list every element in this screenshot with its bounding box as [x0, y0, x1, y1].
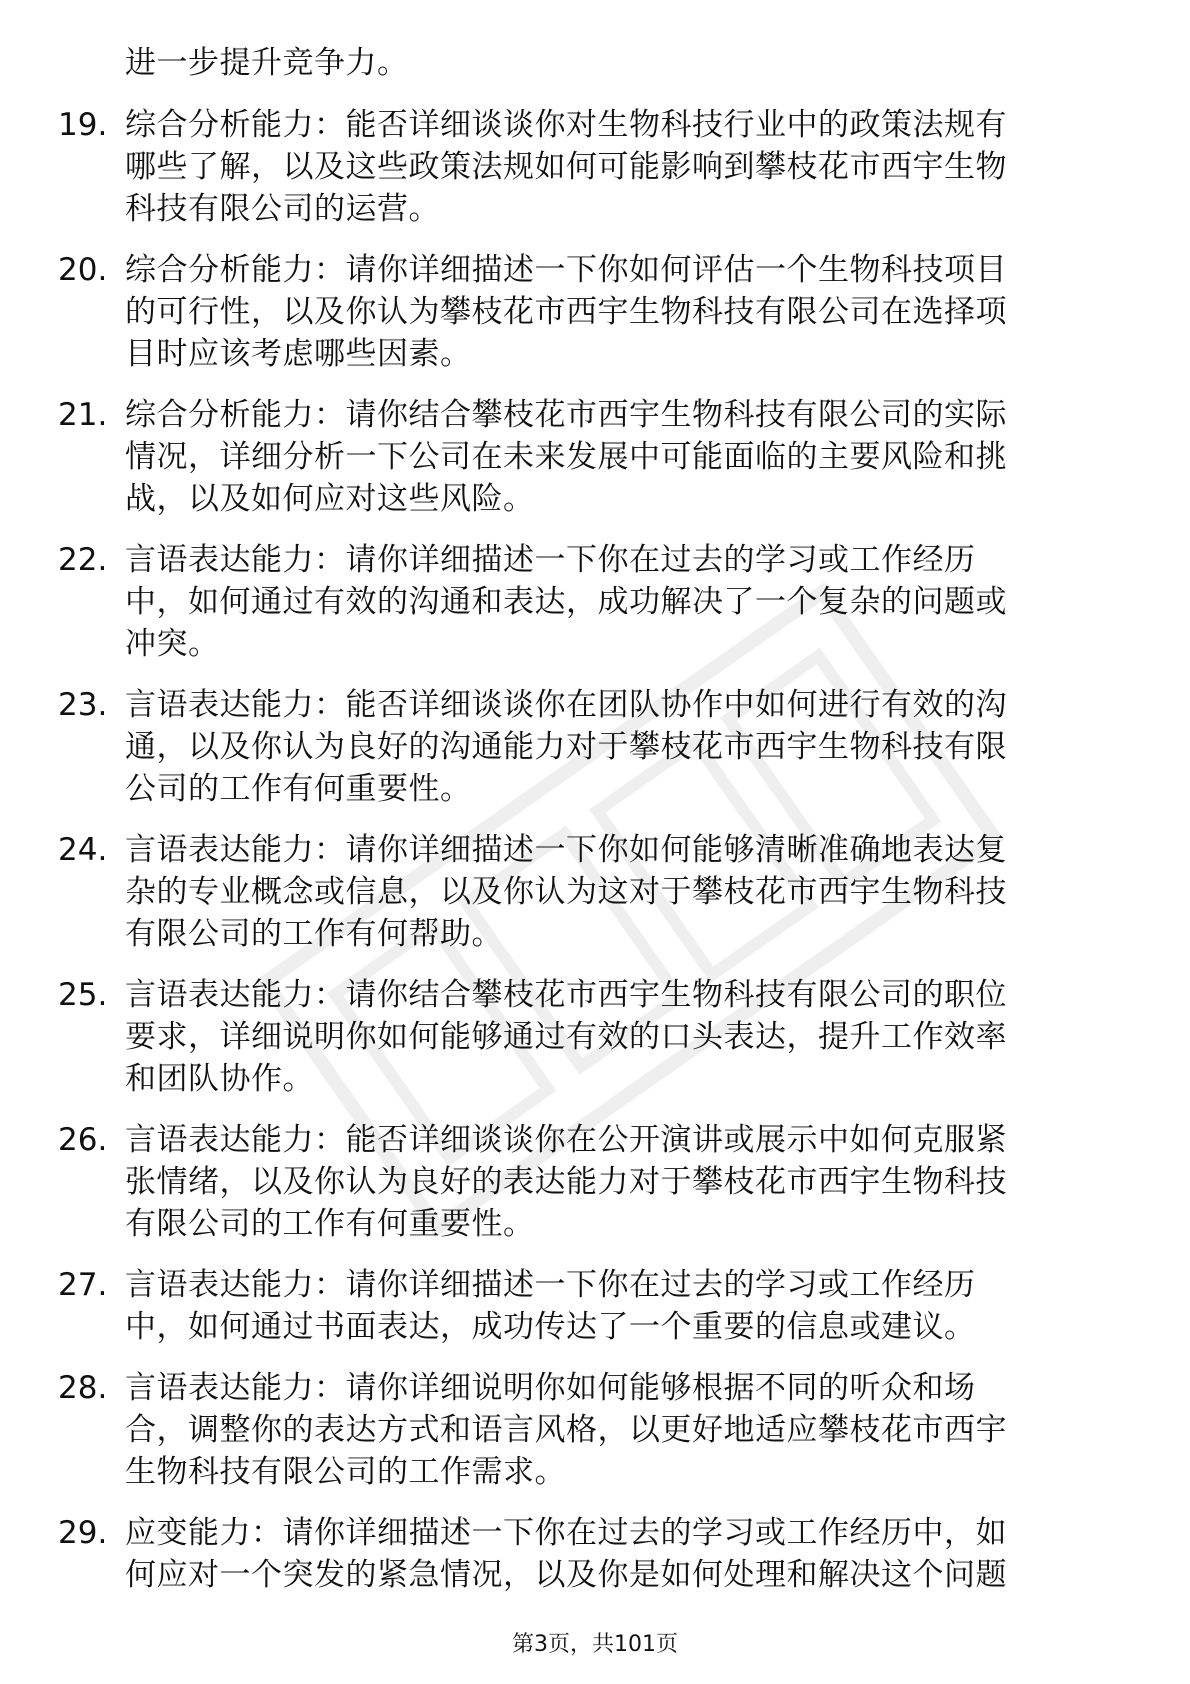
item-number: 29.	[58, 1515, 108, 1551]
item-text: 言语表达能力：请你详细说明你如何能够根据不同的听众和场 合，调整你的表达方式和语言风格，以更好地适应攀枝花市西宇 生物科技有限公司的工作需求。	[125, 1370, 1007, 1490]
continued-text: 进一步提升竞争力。	[125, 45, 409, 81]
item-text: 言语表达能力：请你详细描述一下你在过去的学习或工作经历 中，如何通过有效的沟通和表达，成功解决了一个复杂的问题或 冲突。	[125, 542, 1007, 662]
item-text: 应变能力：请你详细描述一下你在过去的学习或工作经历中，如 何应对一个突发的紧急情况，以及你是如何处理和解决这个问题	[125, 1515, 1007, 1593]
question-list	[58, 42, 1118, 1615]
item-number: 22.	[58, 542, 108, 578]
list-item	[58, 1119, 1118, 1245]
item-text: 言语表达能力：请你详细描述一下你如何能够清晰准确地表达复 杂的专业概念或信息，以及你认为这对于攀枝花市西宇生物科技 有限公司的工作有何帮助。	[125, 832, 1007, 952]
list-item	[58, 249, 1118, 375]
list-item	[58, 394, 1118, 520]
item-text: 言语表达能力：请你结合攀枝花市西宇生物科技有限公司的职位 要求，详细说明你如何能够通过有效的口头表达，提升工作效率 和团队协作。	[125, 977, 1007, 1097]
list-item	[58, 684, 1118, 810]
item-number: 20.	[58, 252, 108, 288]
item-text: 言语表达能力：能否详细谈谈你在公开演讲或展示中如何克服紧 张情绪，以及你认为良好的表达能力对于攀枝花市西宇生物科技 有限公司的工作有何重要性。	[125, 1122, 1007, 1242]
item-text: 言语表达能力：请你详细描述一下你在过去的学习或工作经历 中，如何通过书面表达，成功传达了一个重要的信息或建议。	[125, 1267, 976, 1345]
item-text: 综合分析能力：能否详细谈谈你对生物科技行业中的政策法规有 哪些了解，以及这些政策法规如何可能影响到攀枝花市西宇生物 科技有限公司的运营。	[125, 107, 1007, 227]
list-item	[58, 974, 1118, 1100]
item-number: 26.	[58, 1122, 108, 1158]
item-text: 综合分析能力：请你结合攀枝花市西宇生物科技有限公司的实际 情况，详细分析一下公司在未来发展中可能面临的主要风险和挑 战，以及如何应对这些风险。	[125, 397, 1007, 517]
item-number: 25.	[58, 977, 108, 1013]
list-item	[58, 539, 1118, 665]
item-text: 言语表达能力：能否详细谈谈你在团队协作中如何进行有效的沟 通，以及你认为良好的沟通能力对于攀枝花市西宇生物科技有限 公司的工作有何重要性。	[125, 687, 1007, 807]
list-item	[58, 1367, 1118, 1493]
item-number: 23.	[58, 687, 108, 723]
item-text: 综合分析能力：请你详细描述一下你如何评估一个生物科技项目 的可行性，以及你认为攀枝花市西宇生物科技有限公司在选择项 目时应该考虑哪些因素。	[125, 252, 1007, 372]
item-number: 19.	[58, 107, 108, 143]
item-number: 24.	[58, 832, 108, 868]
item-number: 27.	[58, 1267, 108, 1303]
list-item	[58, 1512, 1118, 1596]
list-item	[58, 829, 1118, 955]
item-number: 21.	[58, 397, 108, 433]
list-item	[58, 1264, 1118, 1348]
page-number: 第3页，共101页	[512, 1632, 678, 1657]
list-item	[58, 104, 1118, 230]
item-number: 28.	[58, 1370, 108, 1406]
